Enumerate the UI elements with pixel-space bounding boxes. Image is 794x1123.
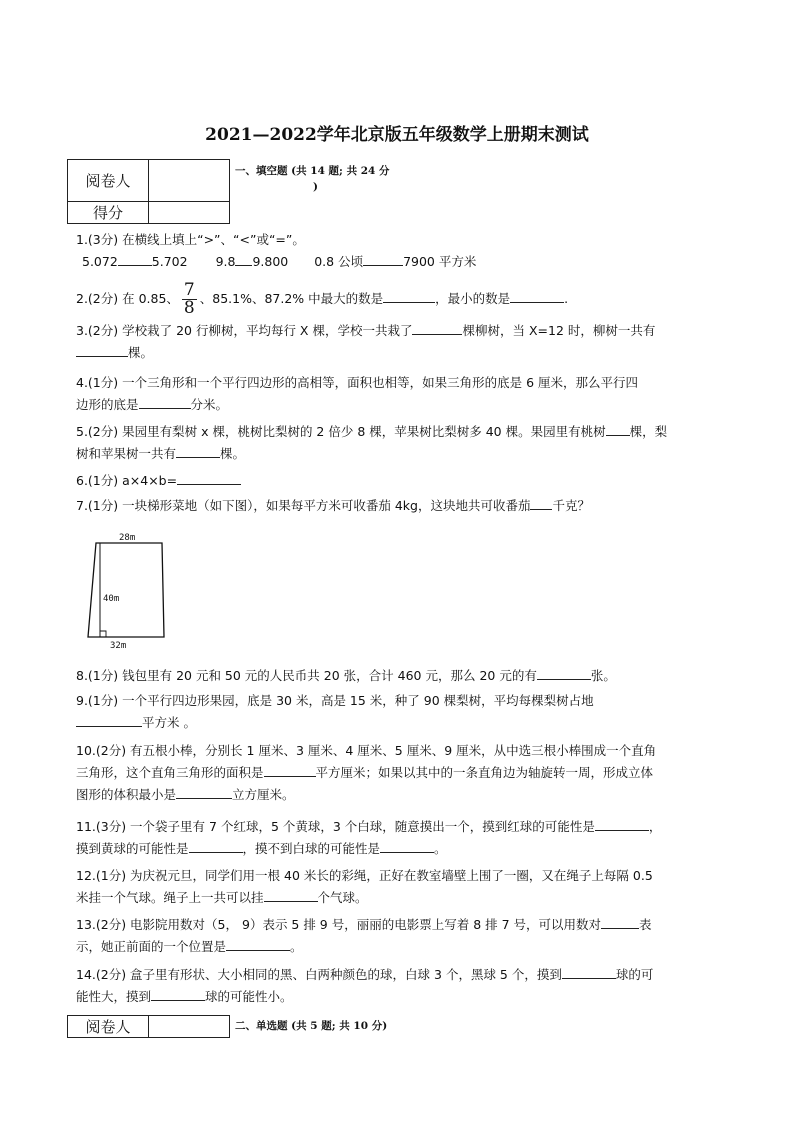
answer-blank[interactable] [363, 252, 403, 266]
q1-value: 5.072 [82, 253, 118, 269]
q2-middle: 、85.1%、87.2% 中最大的数是 [199, 291, 384, 306]
fraction-numerator: 7 [183, 280, 195, 300]
q1-value: 9.8 [215, 253, 236, 269]
q10-text: 三角形，这个直角三角形的面积是 [76, 764, 264, 780]
answer-blank[interactable] [151, 987, 205, 1001]
q14-text: 球的可能性小。 [205, 988, 293, 1004]
trapezoid-height-label: 40m [103, 594, 120, 604]
question-13 [76, 914, 724, 958]
answer-blank[interactable] [177, 471, 241, 485]
question-5 [76, 421, 724, 465]
q2-middle-2: ，最小的数是 [435, 291, 511, 306]
q10-text: 平方厘米；如果以其中的一条直角边为轴旋转一周，形成立体 [315, 764, 654, 780]
page-title: 2021—2022学年北京版五年级数学上册期末测试 [205, 125, 589, 145]
answer-blank[interactable] [226, 937, 290, 951]
answer-blank[interactable] [380, 839, 434, 853]
answer-blank[interactable] [530, 496, 552, 510]
answer-blank[interactable] [76, 713, 142, 727]
fraction-seven-eighths [182, 282, 197, 317]
answer-blank[interactable] [264, 888, 318, 902]
q9-text: 9.(1分) 一个平行四边形果园，底是 30 米，高是 15 米，种了 90 棵梨树，平均每棵梨树占地 [76, 693, 594, 708]
trapezoid-shape [88, 543, 164, 637]
q5-text: 棵，梨 [629, 424, 668, 439]
q10-text: 10.(2分) 有五根小棒，分别长 1 厘米、3 厘米、4 厘米、5 厘米、9 厘米，从中选三根小棒围成一个直角 [76, 743, 657, 758]
q11-text: 11.(3分) 一个袋子里有 7 个红球，5 个黄球，3 个白球，随意摸出一个，摸到红球的可能性是 [76, 819, 595, 834]
q11-text: 。 [434, 840, 447, 856]
q1-value: 0.8 公顷 [314, 253, 364, 269]
section-1-heading-line1: 一、填空题 (共 14 题; 共 24 分 [235, 165, 390, 177]
score-box-1 [67, 159, 230, 224]
answer-blank[interactable] [176, 444, 220, 458]
reviewer-label: 阅卷人 [68, 160, 149, 202]
section-2-heading: 二、单选题 (共 5 题; 共 10 分) [235, 1020, 388, 1032]
fraction-denominator: 8 [183, 298, 195, 318]
answer-blank[interactable] [176, 785, 232, 799]
q12-text: 12.(1分) 为庆祝元旦，同学们用一根 40 米长的彩绳，正好在教室墙壁上围了一圈，又在绳子上每隔 0.5 [76, 868, 653, 883]
question-1-text: 1.(3分) 在横线上填上“>”、“<”或“=”。 [76, 232, 305, 247]
answer-blank[interactable] [118, 252, 152, 266]
trapezoid-figure [84, 530, 174, 652]
answer-blank[interactable] [235, 252, 252, 266]
q10-text: 图形的体积最小是 [76, 786, 177, 802]
q2-end: . [564, 291, 569, 306]
answer-blank[interactable] [189, 839, 243, 853]
q4-text: 分米。 [190, 396, 229, 412]
q1-value: 7900 平方米 [403, 253, 477, 269]
q3-text: 3.(2分) 学校栽了 20 行柳树，平均每行 X 棵，学校一共栽了 [76, 323, 413, 338]
answer-blank[interactable] [412, 321, 462, 335]
q12-text: 个气球。 [317, 889, 368, 905]
section-1-heading-line2: ) [313, 181, 318, 193]
trapezoid-top-label: 28m [119, 533, 136, 543]
q13-text: 示，她正前面的一个位置是 [76, 938, 227, 954]
answer-blank[interactable] [264, 763, 316, 777]
question-7 [76, 495, 724, 517]
q7-text: 7.(1分) 一块梯形菜地（如下图），如果每平方米可收番茄 4kg，这块地共可收番茄 [76, 498, 531, 513]
q4-text: 4.(1分) 一个三角形和一个平行四边形的高相等，面积也相等，如果三角形的底是 6 厘米，那么平行四 [76, 375, 639, 390]
question-6 [76, 470, 724, 492]
question-8 [76, 665, 724, 687]
q14-text: 球的可 [615, 967, 654, 982]
trapezoid-bottom-label: 32m [110, 641, 127, 651]
score-cell[interactable] [149, 202, 230, 224]
q8-text: 张。 [590, 668, 616, 683]
answer-blank[interactable] [139, 395, 191, 409]
q5-text: 5.(2分) 果园里有梨树 x 棵，桃树比梨树的 2 倍少 8 棵，苹果树比梨树多 40 棵。果园里有桃树 [76, 424, 606, 439]
question-3 [76, 320, 724, 364]
answer-blank[interactable] [595, 817, 649, 831]
answer-blank[interactable] [606, 422, 630, 436]
q8-text: 8.(1分) 钱包里有 20 元和 50 元的人民币共 20 张，合计 460 元，那么 20 元的有 [76, 668, 537, 683]
question-10 [76, 740, 724, 805]
q5-text: 树和苹果树一共有 [76, 445, 177, 461]
q11-text: 摸到黄球的可能性是 [76, 840, 189, 856]
q5-text: 棵。 [220, 445, 246, 461]
q12-text: 米挂一个气球。绳子上一共可以挂 [76, 889, 264, 905]
q1-value: 9.800 [252, 253, 289, 269]
q13-text: 表 [639, 917, 652, 932]
question-2 [76, 282, 724, 317]
q13-text: 。 [290, 938, 303, 954]
right-angle-mark [100, 631, 106, 637]
reviewer-cell[interactable] [149, 160, 230, 202]
q14-text: 14.(2分) 盒子里有形状、大小相同的黑、白两种颜色的球，白球 3 个，黑球 5 个，摸到 [76, 967, 562, 982]
answer-blank[interactable] [76, 343, 128, 357]
q6-text: 6.(1分) a×4×b= [76, 473, 178, 488]
answer-blank[interactable] [562, 965, 616, 979]
q10-text: 立方厘米。 [232, 786, 295, 802]
reviewer-label: 阅卷人 [68, 1016, 149, 1038]
question-1 [76, 229, 724, 273]
answer-blank[interactable] [601, 915, 639, 929]
q11-text: ， [648, 819, 662, 834]
reviewer-cell[interactable] [149, 1016, 230, 1038]
q4-text: 边形的底是 [76, 396, 139, 412]
q14-text: 能性大，摸到 [76, 988, 152, 1004]
question-9 [76, 690, 724, 734]
score-label: 得分 [68, 202, 149, 224]
q3-text: 棵柳树，当 X=12 时，柳树一共有 [462, 323, 656, 338]
question-11 [76, 816, 724, 860]
q1-value: 5.702 [151, 253, 188, 269]
question-12 [76, 865, 724, 909]
section-1-heading [235, 163, 390, 195]
q3-text: 棵。 [128, 344, 154, 360]
score-box-2 [67, 1015, 230, 1038]
answer-blank-largest[interactable] [383, 289, 435, 303]
q11-text: ，摸不到白球的可能性是 [242, 840, 381, 856]
question-1-items [76, 251, 724, 273]
question-4 [76, 372, 724, 416]
q7-text: 千克？ [552, 498, 590, 513]
answer-blank[interactable] [537, 666, 591, 680]
q9-text: 平方米 。 [142, 714, 196, 730]
answer-blank-smallest[interactable] [510, 289, 564, 303]
q2-prefix: 2.(2分) 在 0.85、 [76, 291, 179, 306]
question-14 [76, 964, 724, 1008]
q13-text: 13.(2分) 电影院用数对（5， 9）表示 5 排 9 号，丽丽的电影票上写着 8 排 7 号，可以用数对 [76, 917, 602, 932]
